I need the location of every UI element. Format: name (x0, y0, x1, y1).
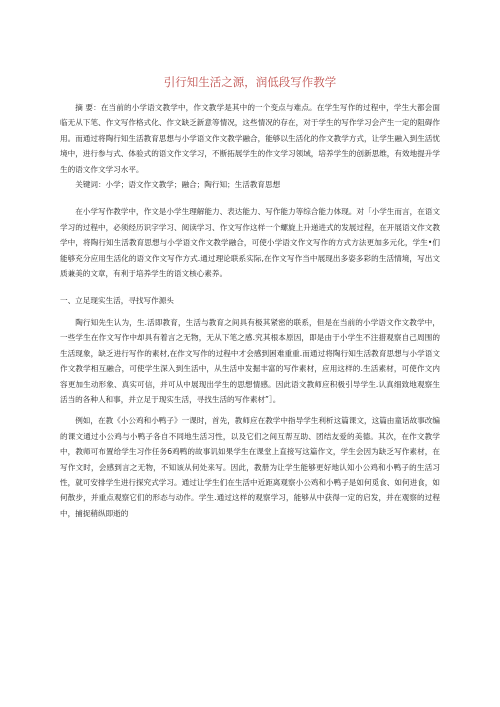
document-page (60, 74, 440, 521)
document-title: 引行知生活之源，润低段写作教学 (163, 75, 337, 89)
body-paragraph: 例如，在教《小公鸡和小鸭子》一课时，首先，教师应在教学中指导学生利析这篇课文，这篇由童话故事改编的课文通过小公鸡与小鸭子各自不同地生活习性，以及它们之间互帮互助、团结友爱的美德。其次，在作文教学中，教师可布置给学生习作任务6鸡鸭的故事讥如果学生在课堂上直接写这篇作文，学生会因为缺乏写作素材，在写作文时，会感到言之无物，不知该从何处来写。因此，教册为让学生能够更好地认知小公鸡和小鸭子的生活习性，就可安排学生进行探究式学习。通过让学生们在生活中近距离观察小公鸡和小鸭子是如何觅食、如何进食，如何散步，并重点观察它们的形态与动作。学生.通过这样的观察学习，能够从中获得一定的启发，并在观察的过程中，捕捉稍纵即逝的 (60, 416, 440, 518)
spacer (60, 281, 440, 293)
abstract-paragraph: 摘 要：在当前的小学语文教学中，作文教学是其中的一个变点与难点。在学生写作的过程中，学生大都会面临无从下笔、作文写作格式化、作文缺乏新意等情况，这些情况的存在，对于学生的写作学习会产生一定的阻碍作用。而通过将陶行知生活教育思想与小学语文作文教学融合，能够以生活化的作文教学方式，让学生融入到生活忧境中，进行参与式、体验式的语文作文学习，不断拓展学生的作文学习领域，培养学生的创新思维，有效地提升学生的语文作文学习水平。 (60, 103, 440, 174)
body-paragraph: 陶行知先生认为，生.活即教育，生活与教育之间具有极其紧密的联系，但是在当前的小学语文作文教学中，一些学生在作文写作中却具有着言之无物，无从下笔之感.究其根本原因，即是由于小学生不注措观察自己周围的生活现象，缺乏进行写作的素材,在作文写作的过程中才会感到困难重重.而通过将陶行知生活教育思想与小学语文作文教学相互融合，可使学生深入到生活中，从生活中发掘丰富的写作素材，应用这样的.生活素材，可使作文内容更加生动形象、真实可信，并可从中展现出学生的思想情感。因此语文教师应积极引导学生.认真细致地观察生活当的各种人和事，并立足于现实生活，寻找生活的写作素材”］。 (60, 317, 440, 404)
section-heading: 一、立足现实生活，寻找写作源头 (60, 296, 174, 306)
keywords-paragraph: 关键词：小学；语文作文教学；融合；陶行知；生活教育思想 (75, 180, 281, 190)
intro-paragraph: 在小学写作教学中，作文是小学生理解能力、表达能力、写作能力等综合能力体现。对「小学生而言，在语文学习的过程中，必须经历识字学习、阅读学习、作文写作这样一个螺旋上升递进式的发展过程，在开展语文作文教学中，将陶行知生活教育思想与小学语文作文教学融合，可使小学语文作文写作的方式方法更加多元化，学生•们能够充分应用生活化的语文作文写作方式.通过理论联系实际,在作文写作当中展现出多姿多彩的生活情境，写出文质兼美的文章，有利于培养学生的语文核心素养。 (60, 207, 440, 279)
spacer (60, 192, 440, 204)
